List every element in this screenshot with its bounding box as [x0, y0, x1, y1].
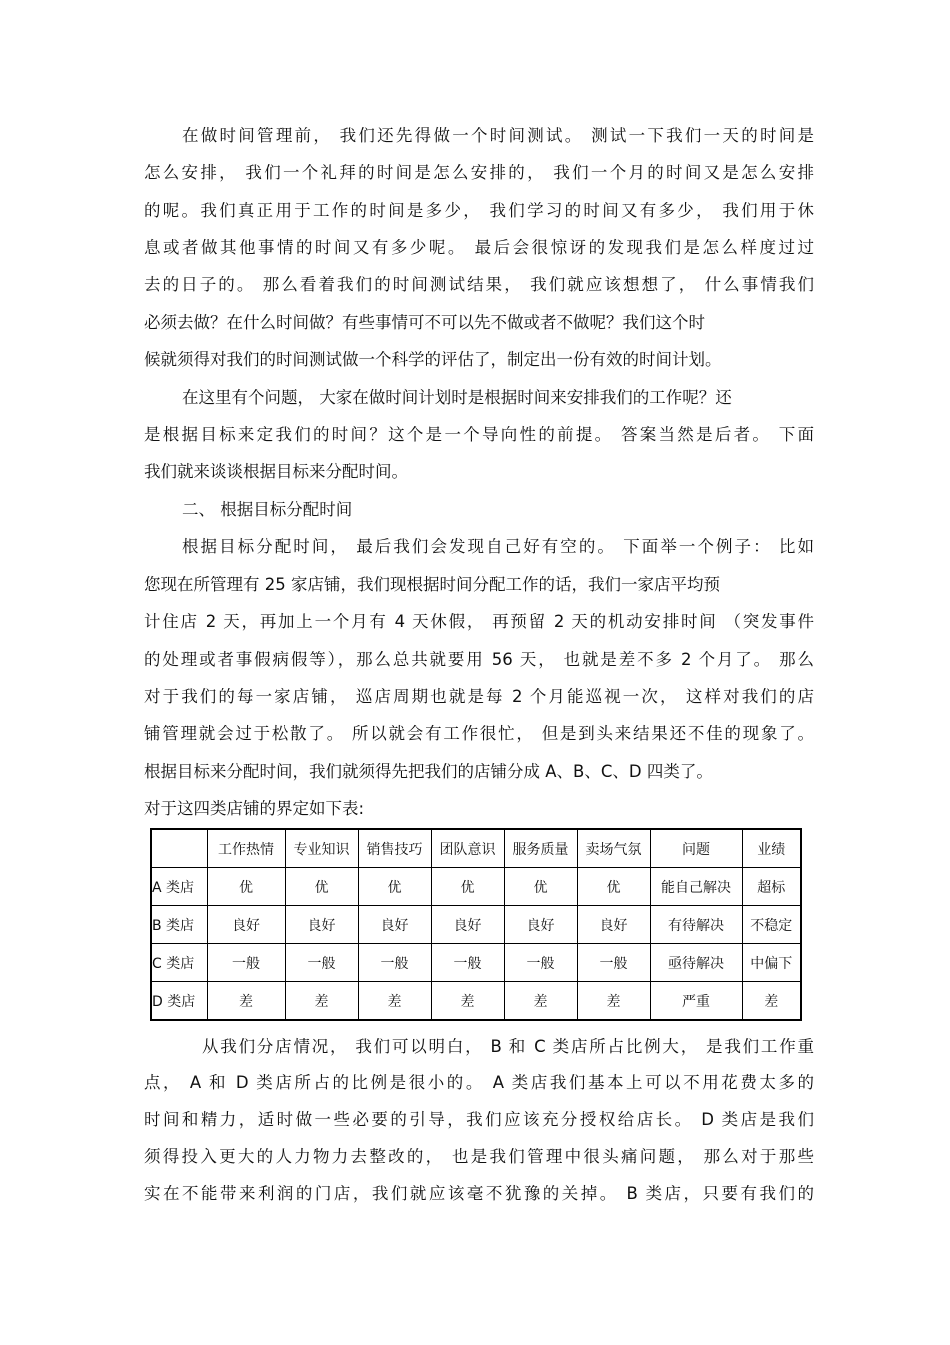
- table-cell: 超标: [742, 868, 801, 906]
- paragraph-1-line: 在做时间管理前， 我们还先得做一个时间测试。 测试一下我们一天的时间是: [182, 126, 814, 145]
- table-cell: 良好: [431, 906, 504, 944]
- table-cell: 一般: [504, 944, 577, 982]
- paragraph-4-line: 须得投入更大的人力物力去整改的， 也是我们管理中很头痛问题， 那么对于那些: [144, 1147, 814, 1166]
- paragraph-4-line: 时间和精力，适时做一些必要的引导，我们应该充分授权给店长。 D 类店是我们: [144, 1110, 814, 1129]
- section-heading: 二、 根据目标分配时间: [182, 500, 353, 519]
- table-row: [151, 868, 801, 906]
- table-cell: 有待解决: [650, 906, 742, 944]
- paragraph-2-line: 是根据目标来定我们的时间？这个是一个导向性的前提。 答案当然是后者。 下面: [144, 425, 814, 444]
- table-cell: 优: [504, 868, 577, 906]
- table-header-cell: 专业知识: [285, 829, 358, 868]
- table-header-cell: 团队意识: [431, 829, 504, 868]
- table-cell: 差: [358, 982, 431, 1021]
- table-cell: 一般: [285, 944, 358, 982]
- table-row-label: B 类店: [151, 906, 207, 944]
- paragraph-4-line: 从我们分店情况， 我们可以明白， B 和 C 类店所占比例大， 是我们工作重: [202, 1037, 814, 1056]
- table-cell: 良好: [358, 906, 431, 944]
- paragraph-4-line: 点， A 和 D 类店所占的比例是很小的。 A 类店我们基本上可以不用花费太多的: [144, 1073, 814, 1092]
- table-row: [151, 982, 801, 1021]
- table-cell: 差: [577, 982, 650, 1021]
- table-row-label: D 类店: [151, 982, 207, 1021]
- paragraph-3-line: 根据目标来分配时间，我们就须得先把我们的店铺分成 A、B、C、D 四类了。: [144, 762, 713, 781]
- paragraph-1-line: 去的日子的。 那么看着我们的时间测试结果， 我们就应该想想了， 什么事情我们: [144, 275, 814, 294]
- table-cell: 差: [207, 982, 285, 1021]
- table-cell: 良好: [504, 906, 577, 944]
- table-cell: 能自己解决: [650, 868, 742, 906]
- table-cell: 一般: [358, 944, 431, 982]
- table-cell: 优: [577, 868, 650, 906]
- paragraph-3-line: 铺管理就会过于松散了。 所以就会有工作很忙， 但是到头来结果还不佳的现象了。: [144, 724, 814, 743]
- paragraph-2-line: 在这里有个问题， 大家在做时间计划时是根据时间来安排我们的工作呢？还: [182, 388, 732, 407]
- table-header-row: [151, 829, 801, 868]
- table-cell: 优: [358, 868, 431, 906]
- table-cell: 良好: [285, 906, 358, 944]
- paragraph-3-line: 根据目标分配时间， 最后我们会发现自己好有空的。 下面举一个例子： 比如: [182, 537, 814, 556]
- paragraph-3-line: 对于这四类店铺的界定如下表:: [144, 799, 365, 818]
- table-header-cell: 销售技巧: [358, 829, 431, 868]
- paragraph-3-line: 的处理或者事假病假等），那么总共就要用 56 天， 也就是差不多 2 个月了。 那么: [144, 650, 814, 669]
- table-cell: 差: [431, 982, 504, 1021]
- table-header-cell: 卖场气氛: [577, 829, 650, 868]
- table-cell: 一般: [207, 944, 285, 982]
- paragraph-3-line: 对于我们的每一家店铺， 巡店周期也就是每 2 个月能巡视一次， 这样对我们的店: [144, 687, 814, 706]
- table-row: [151, 944, 801, 982]
- table-header-cell: 工作热情: [207, 829, 285, 868]
- paragraph-4-line: 实在不能带来利润的门店，我们就应该毫不犹豫的关掉。 B 类店，只要有我们的: [144, 1184, 814, 1203]
- paragraph-1-line: 的呢。我们真正用于工作的时间是多少， 我们学习的时间又有多少， 我们用于休: [144, 201, 814, 220]
- table-cell: 优: [207, 868, 285, 906]
- table-cell: 不稳定: [742, 906, 801, 944]
- table-row: [151, 906, 801, 944]
- paragraph-1-line: 必须去做？在什么时间做？有些事情可不可以先不做或者不做呢？我们这个时: [144, 313, 705, 332]
- paragraph-1-line: 候就须得对我们的时间测试做一个科学的评估了，制定出一份有效的时间计划。: [144, 350, 722, 369]
- table-cell: 差: [504, 982, 577, 1021]
- table-cell: 严重: [650, 982, 742, 1021]
- table-row-label: A 类店: [151, 868, 207, 906]
- table-cell: 良好: [207, 906, 285, 944]
- table-cell: 一般: [431, 944, 504, 982]
- paragraph-3-line: 您现在所管理有 25 家店铺，我们现根据时间分配工作的话，我们一家店平均预: [144, 575, 720, 594]
- table-header-cell: 问题: [650, 829, 742, 868]
- table-cell: 差: [285, 982, 358, 1021]
- table-row-label: C 类店: [151, 944, 207, 982]
- store-classification-table: [150, 828, 802, 1021]
- table-header-cell: 业绩: [742, 829, 801, 868]
- paragraph-3-line: 计住店 2 天，再加上一个月有 4 天休假， 再预留 2 天的机动安排时间 （突发事件: [144, 612, 814, 631]
- paragraph-1-line: 怎么安排， 我们一个礼拜的时间是怎么安排的， 我们一个月的时间又是怎么安排: [144, 163, 814, 182]
- table-header-cell: [151, 829, 207, 868]
- table-header-cell: 服务质量: [504, 829, 577, 868]
- paragraph-1-line: 息或者做其他事情的时间又有多少呢。 最后会很惊讶的发现我们是怎么样度过过: [144, 238, 814, 257]
- table-cell: 差: [742, 982, 801, 1021]
- table-cell: 优: [431, 868, 504, 906]
- table-cell: 一般: [577, 944, 650, 982]
- paragraph-2-line: 我们就来谈谈根据目标来分配时间。: [144, 462, 408, 481]
- table-cell: 中偏下: [742, 944, 801, 982]
- table-cell: 优: [285, 868, 358, 906]
- table-cell: 良好: [577, 906, 650, 944]
- table-cell: 亟待解决: [650, 944, 742, 982]
